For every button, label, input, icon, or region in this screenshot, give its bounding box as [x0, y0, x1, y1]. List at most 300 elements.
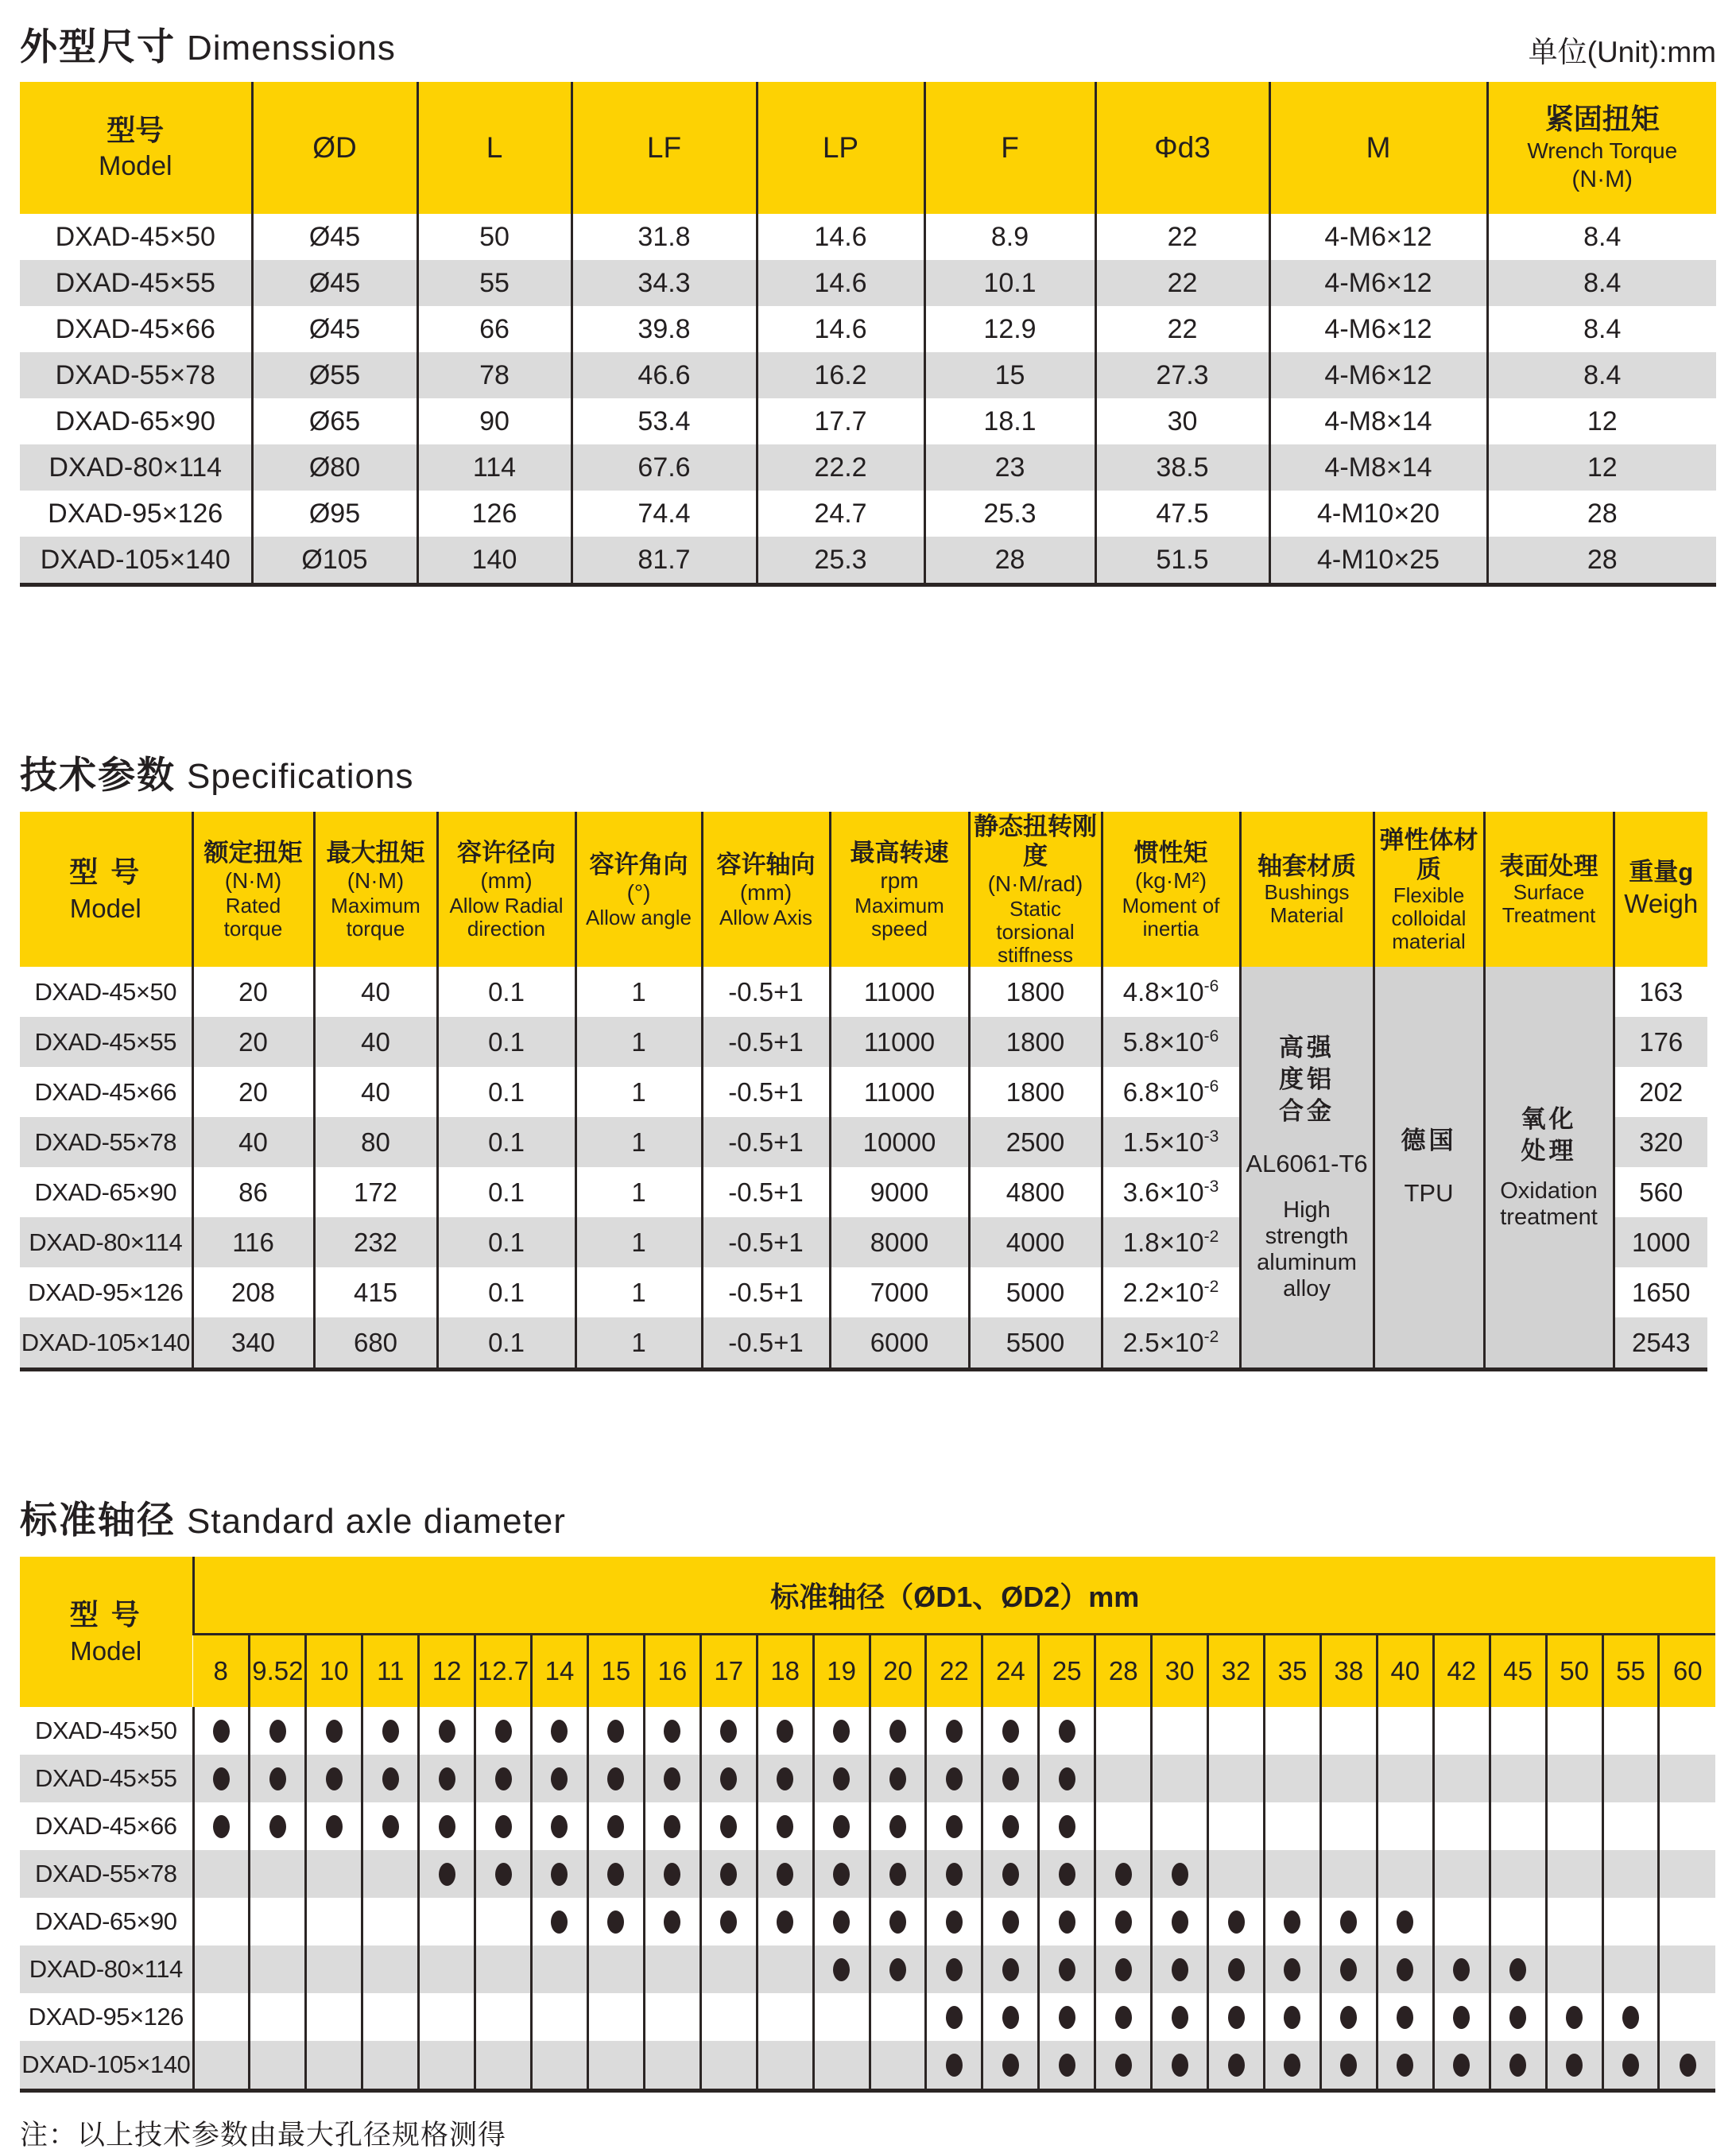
availability-dot — [720, 1720, 737, 1743]
diameter-availability-cell — [1039, 2041, 1095, 2091]
value-cell: 2500 — [969, 1117, 1102, 1167]
colloid-material-en: TPU — [1404, 1179, 1454, 1207]
diameter-availability-cell — [1377, 1755, 1433, 1802]
col-axis-en: Allow Axis — [719, 905, 813, 929]
value-cell: 78 — [417, 352, 572, 398]
availability-dot — [664, 1720, 680, 1743]
dimensions-section-title — [20, 17, 396, 71]
unit-label: 单位(Unit):mm — [1528, 36, 1716, 68]
axle-title-row — [20, 1491, 1716, 1544]
col-rated-zh: 额定扭矩 — [203, 839, 303, 867]
diameter-availability-cell — [757, 1755, 813, 1802]
availability-dot — [1059, 1958, 1075, 1981]
availability-dot — [607, 1863, 624, 1886]
value-cell: 1 — [575, 1317, 702, 1370]
col-model-en: Model — [70, 1635, 142, 1666]
model-cell: DXAD-95×126 — [48, 498, 223, 529]
availability-dot — [777, 1863, 793, 1886]
diameter-availability-cell — [587, 1850, 644, 1898]
value-cell: 4-M6×12 — [1269, 260, 1487, 306]
header-row — [20, 812, 1707, 967]
specs-title-en: Specifications — [187, 757, 414, 796]
diameter-availability-cell — [475, 1850, 532, 1898]
availability-dot — [326, 1767, 343, 1790]
diameter-availability-cell — [982, 1755, 1039, 1802]
diameter-header: 17 — [700, 1635, 757, 1708]
surface-treatment-cell — [1484, 967, 1614, 1370]
availability-dot — [1002, 1958, 1019, 1981]
availability-dot — [607, 1767, 624, 1790]
diameter-availability-cell — [644, 2041, 700, 2091]
model-cell: DXAD-95×126 — [28, 2003, 184, 2031]
value-cell: Ø65 — [252, 398, 417, 444]
diameter-availability-cell — [644, 1945, 700, 1993]
value-cell: 8.9 — [924, 214, 1095, 260]
diameter-availability-cell — [250, 1850, 306, 1898]
col-max-zh: 最大扭矩 — [326, 839, 425, 867]
availability-dot — [551, 1767, 568, 1790]
value-cell: 8.4 — [1487, 214, 1716, 260]
bushings-material-code: AL6061-T6 — [1246, 1150, 1368, 1177]
diameter-availability-cell — [1095, 1993, 1152, 2041]
value-cell: 0.1 — [437, 1017, 575, 1067]
diameter-availability-cell — [1095, 1802, 1152, 1850]
diameter-availability-cell — [1433, 1850, 1490, 1898]
col-rated-torque — [192, 812, 314, 967]
availability-dot — [1115, 1958, 1132, 1981]
dimensions-title-row — [20, 17, 1716, 71]
availability-dot — [213, 1767, 230, 1790]
weight-cell: 1000 — [1614, 1217, 1707, 1267]
value-cell: 80 — [314, 1117, 437, 1167]
diameter-availability-cell — [1659, 1850, 1715, 1898]
availability-dot — [777, 1767, 793, 1790]
col-allow-angle — [575, 812, 702, 967]
diameter-availability-cell — [700, 2041, 757, 2091]
diameter-availability-cell — [1377, 1802, 1433, 1850]
diameter-header: 55 — [1602, 1635, 1659, 1708]
value-cell: 1 — [575, 967, 702, 1017]
availability-dot — [720, 1767, 737, 1790]
availability-dot — [1284, 1958, 1300, 1981]
availability-dot — [777, 1911, 793, 1934]
diameter-availability-cell — [1152, 1993, 1208, 2041]
availability-dot — [495, 1863, 512, 1886]
axle-title-en: Standard axle diameter — [187, 1502, 566, 1541]
availability-dot — [607, 1911, 624, 1934]
diameter-availability-cell — [1320, 1755, 1377, 1802]
bushings-material-zh-line: 度铝 — [1279, 1065, 1335, 1093]
diameter-availability-cell — [1095, 1707, 1152, 1755]
value-cell: Ø45 — [252, 306, 417, 352]
table-row — [20, 491, 1716, 537]
diameter-availability-cell — [1265, 1993, 1321, 2041]
diameter-availability-cell — [1152, 1707, 1208, 1755]
table-row — [20, 260, 1716, 306]
availability-dot — [946, 1911, 963, 1934]
diameter-availability-cell — [757, 1898, 813, 1945]
diameter-availability-cell — [813, 1993, 870, 2041]
diameter-availability-cell — [475, 1898, 532, 1945]
diameter-availability-cell — [1659, 1707, 1715, 1755]
diameter-availability-cell — [1377, 1945, 1433, 1993]
header-row-diameters — [20, 1635, 1715, 1708]
diameter-availability-cell — [1208, 1993, 1265, 2041]
value-cell: -0.5+1 — [702, 1167, 830, 1217]
diameter-availability-cell — [419, 2041, 475, 2091]
diameter-availability-cell — [757, 1945, 813, 1993]
value-cell: 4800 — [969, 1167, 1102, 1217]
diameter-header: 16 — [644, 1635, 700, 1708]
diameter-availability-cell — [1546, 1945, 1602, 1993]
diameter-availability-cell — [700, 1993, 757, 2041]
value-cell: 40 — [192, 1117, 314, 1167]
diameter-availability-cell — [700, 1802, 757, 1850]
diameter-availability-cell — [644, 1993, 700, 2041]
diameter-header: 14 — [532, 1635, 588, 1708]
diameter-availability-cell — [926, 1707, 982, 1755]
diameter-availability-cell — [1433, 1993, 1490, 2041]
diameter-header: 22 — [926, 1635, 982, 1708]
diameter-availability-cell — [1320, 1802, 1377, 1850]
availability-dot — [1340, 2006, 1357, 2029]
axle-table-body — [20, 1707, 1715, 2091]
availability-dot — [495, 1767, 512, 1790]
diameter-availability-cell — [1377, 1850, 1433, 1898]
col-speed-unit: rpm — [880, 868, 919, 893]
value-cell: 208 — [192, 1267, 314, 1317]
model-cell: DXAD-65×90 — [34, 1907, 177, 1935]
diameter-header: 12.7 — [475, 1635, 532, 1708]
value-cell: 86 — [192, 1167, 314, 1217]
table-row — [20, 214, 1716, 260]
availability-dot — [1172, 1863, 1188, 1886]
availability-dot — [720, 1911, 737, 1934]
diameter-availability-cell — [1265, 1755, 1321, 1802]
diameter-availability-cell — [1095, 2041, 1152, 2091]
value-cell: 25.3 — [757, 537, 924, 585]
col-weight — [1614, 812, 1707, 967]
diameter-header: 15 — [587, 1635, 644, 1708]
diameter-availability-cell — [1490, 1850, 1546, 1898]
value-cell: -0.5+1 — [702, 1117, 830, 1167]
availability-dot — [1453, 2006, 1470, 2029]
value-cell: 39.8 — [572, 306, 757, 352]
value-cell: 4-M10×25 — [1269, 537, 1487, 585]
diameter-availability-cell — [1152, 1898, 1208, 1945]
availability-dot — [664, 1815, 680, 1838]
diameter-availability-cell — [1039, 1850, 1095, 1898]
col-stiffness — [969, 812, 1102, 967]
value-cell: 11000 — [830, 967, 969, 1017]
col-max-en: Maximum torque — [331, 894, 420, 941]
availability-dot — [551, 1720, 568, 1743]
value-cell: 12.9 — [924, 306, 1095, 352]
diameter-availability-cell — [419, 1945, 475, 1993]
col-d3: Φd3 — [1095, 82, 1269, 214]
bushings-material-zh-line: 高强 — [1279, 1034, 1335, 1061]
table-row — [20, 1755, 1715, 1802]
diameter-availability-cell — [475, 2041, 532, 2091]
diameter-header: 25 — [1039, 1635, 1095, 1708]
availability-dot — [1002, 2054, 1019, 2077]
weight-cell: 176 — [1614, 1017, 1707, 1067]
diameter-header: 20 — [870, 1635, 926, 1708]
diameter-availability-cell — [1490, 1945, 1546, 1993]
diameter-availability-cell — [306, 2041, 362, 2091]
diameter-availability-cell — [757, 2041, 813, 2091]
axle-table-header — [20, 1557, 1715, 1707]
col-surface-zh: 表面处理 — [1499, 852, 1598, 880]
diameter-availability-cell — [250, 1802, 306, 1850]
value-cell: 4-M6×12 — [1269, 306, 1487, 352]
diameter-availability-cell — [813, 1755, 870, 1802]
availability-dot — [1002, 1767, 1019, 1790]
diameter-availability-cell — [587, 1945, 644, 1993]
diameter-availability-cell — [475, 1707, 532, 1755]
diameter-availability-cell — [1152, 1945, 1208, 1993]
diameter-availability-cell — [870, 1755, 926, 1802]
diameter-header: 12 — [419, 1635, 475, 1708]
model-cell: DXAD-105×140 — [20, 1317, 192, 1370]
diameter-availability-cell — [250, 2041, 306, 2091]
diameter-availability-cell — [813, 1707, 870, 1755]
value-cell: 0.1 — [437, 1067, 575, 1117]
value-cell: 22 — [1095, 214, 1269, 260]
diameter-availability-cell — [306, 1802, 362, 1850]
value-cell: 22 — [1095, 306, 1269, 352]
diameter-availability-cell — [644, 1850, 700, 1898]
value-cell: Ø45 — [252, 260, 417, 306]
value-cell: 20 — [192, 1067, 314, 1117]
availability-dot — [1397, 2054, 1413, 2077]
availability-dot — [1059, 1767, 1075, 1790]
inertia-exponent: -3 — [1203, 1177, 1219, 1196]
dimensions-table — [20, 82, 1716, 587]
diameter-availability-cell — [587, 1993, 644, 2041]
diameter-availability-cell — [1320, 1993, 1377, 2041]
availability-dot — [833, 1958, 850, 1981]
diameter-availability-cell — [1265, 1945, 1321, 1993]
specifications-table-header — [20, 812, 1707, 967]
value-cell: 680 — [314, 1317, 437, 1370]
diameter-availability-cell — [1152, 2041, 1208, 2091]
inertia-cell: $6.8\times 10^{-6}$ — [1102, 1067, 1240, 1117]
diameter-availability-cell — [926, 1993, 982, 2041]
availability-dot — [946, 1767, 963, 1790]
col-model-zh: 型 号 — [69, 1597, 142, 1631]
diameter-header: 10 — [306, 1635, 362, 1708]
diameter-availability-cell — [1265, 1850, 1321, 1898]
value-cell: 8000 — [830, 1217, 969, 1267]
availability-dot — [833, 1815, 850, 1838]
availability-dot — [1340, 2054, 1357, 2077]
col-stiff-zh: 静态扭转刚度 — [974, 813, 1097, 870]
diameter-availability-cell — [1490, 1993, 1546, 2041]
value-cell: 0.1 — [437, 1317, 575, 1370]
table-row — [20, 1945, 1715, 1993]
col-bushings — [1240, 812, 1374, 967]
diameter-availability-cell — [1095, 1850, 1152, 1898]
col-f: F — [924, 82, 1095, 214]
availability-dot — [946, 1815, 963, 1838]
diameter-availability-cell — [1659, 1945, 1715, 1993]
diameter-availability-cell — [813, 1945, 870, 1993]
value-cell: 17.7 — [757, 398, 924, 444]
value-cell: 40 — [314, 967, 437, 1017]
col-model-en: Model — [69, 893, 141, 923]
diameter-header: 38 — [1320, 1635, 1377, 1708]
value-cell: 22.2 — [757, 444, 924, 491]
value-cell: 140 — [417, 537, 572, 585]
col-inertia-unit: (kg·M²) — [1134, 868, 1207, 893]
diameter-availability-cell — [306, 1707, 362, 1755]
availability-dot — [607, 1720, 624, 1743]
value-cell: 4-M8×14 — [1269, 444, 1487, 491]
availability-dot — [1453, 2054, 1470, 2077]
diameter-availability-cell — [362, 1755, 419, 1802]
model-cell: DXAD-65×90 — [55, 405, 215, 436]
availability-dot — [1397, 1958, 1413, 1981]
dimensions-table-header — [20, 82, 1716, 214]
availability-dot — [1228, 2006, 1245, 2029]
dimensions-title-en: Dimenssions — [187, 29, 396, 68]
diameter-availability-cell — [1039, 1945, 1095, 1993]
table-row — [20, 1850, 1715, 1898]
value-cell: 25.3 — [924, 491, 1095, 537]
col-model — [20, 812, 192, 967]
diameter-availability-cell — [1602, 2041, 1659, 2091]
diameter-availability-cell — [1490, 1898, 1546, 1945]
diameter-availability-cell — [1546, 1707, 1602, 1755]
value-cell: 18.1 — [924, 398, 1095, 444]
diameter-availability-cell — [1039, 1898, 1095, 1945]
value-cell: 1 — [575, 1267, 702, 1317]
diameter-availability-cell — [193, 1850, 250, 1898]
model-cell: DXAD-45×66 — [34, 1812, 177, 1840]
availability-dot — [1172, 1911, 1188, 1934]
diameter-availability-cell — [1320, 1707, 1377, 1755]
col-max-torque — [314, 812, 437, 967]
value-cell: 126 — [417, 491, 572, 537]
value-cell: 340 — [192, 1317, 314, 1370]
diameter-header: 40 — [1377, 1635, 1433, 1708]
availability-dot — [326, 1720, 343, 1743]
diameter-availability-cell — [306, 1850, 362, 1898]
availability-dot — [946, 1958, 963, 1981]
col-m: M — [1269, 82, 1487, 214]
diameter-availability-cell — [1602, 1945, 1659, 1993]
value-cell: -0.5+1 — [702, 1317, 830, 1370]
diameter-availability-cell — [1433, 1802, 1490, 1850]
table-row — [20, 1993, 1715, 2041]
weight-cell: 202 — [1614, 1067, 1707, 1117]
diameter-availability-cell — [1546, 1898, 1602, 1945]
inertia-exponent: -6 — [1203, 1076, 1219, 1096]
diameter-availability-cell — [870, 1850, 926, 1898]
col-angle-zh: 容许角向 — [589, 850, 688, 879]
availability-dot — [946, 1720, 963, 1743]
diameter-availability-cell — [362, 1802, 419, 1850]
diameter-availability-cell — [700, 1850, 757, 1898]
diameter-availability-cell — [193, 1707, 250, 1755]
col-colloid — [1374, 812, 1484, 967]
table-row — [20, 967, 1707, 1017]
diameter-availability-cell — [1095, 1945, 1152, 1993]
col-model-zh: 型 号 — [69, 855, 142, 888]
bushings-material-zh — [1242, 1032, 1373, 1127]
availability-dot — [382, 1815, 399, 1838]
diameter-availability-cell — [926, 1945, 982, 1993]
value-cell: 1 — [575, 1117, 702, 1167]
diameter-availability-cell — [362, 1945, 419, 1993]
axle-table — [20, 1557, 1715, 2093]
diameter-availability-cell — [419, 1993, 475, 2041]
col-rated-en: Rated torque — [223, 894, 283, 941]
diameter-availability-cell — [475, 1802, 532, 1850]
diameter-availability-cell — [1546, 1993, 1602, 2041]
availability-dot — [777, 1720, 793, 1743]
diameter-availability-cell — [1433, 2041, 1490, 2091]
axle-span-header: 标准轴径（ØD1、ØD2）mm — [193, 1557, 1715, 1635]
diameter-availability-cell — [982, 1945, 1039, 1993]
diameter-availability-cell — [813, 1850, 870, 1898]
model-cell: DXAD-55×78 — [20, 1117, 192, 1167]
col-speed-zh: 最高转速 — [850, 839, 949, 867]
value-cell: -0.5+1 — [702, 1017, 830, 1067]
diameter-availability-cell — [1433, 1945, 1490, 1993]
value-cell: -0.5+1 — [702, 967, 830, 1017]
availability-dot — [1059, 1911, 1075, 1934]
availability-dot — [1115, 2054, 1132, 2077]
value-cell: 4-M8×14 — [1269, 398, 1487, 444]
value-cell: 5000 — [969, 1267, 1102, 1317]
value-cell: 1 — [575, 1217, 702, 1267]
availability-dot — [495, 1720, 512, 1743]
diameter-availability-cell — [1320, 2041, 1377, 2091]
diameter-availability-cell — [813, 1802, 870, 1850]
diameter-header: 50 — [1546, 1635, 1602, 1708]
diameter-availability-cell — [757, 1707, 813, 1755]
diameter-availability-cell — [700, 1898, 757, 1945]
model-cell: DXAD-45×50 — [55, 221, 215, 252]
weight-cell: 560 — [1614, 1167, 1707, 1217]
diameter-availability-cell — [587, 1802, 644, 1850]
col-surface — [1484, 812, 1614, 967]
value-cell: 51.5 — [1095, 537, 1269, 585]
value-cell: 4-M6×12 — [1269, 214, 1487, 260]
availability-dot — [607, 1815, 624, 1838]
diameter-availability-cell — [982, 1898, 1039, 1945]
diameter-availability-cell — [1265, 1707, 1321, 1755]
col-stiff-en: Static torsional stiffness — [996, 897, 1075, 967]
availability-dot — [1509, 2054, 1526, 2077]
availability-dot — [1340, 1958, 1357, 1981]
diameter-availability-cell — [926, 2041, 982, 2091]
diameter-availability-cell — [419, 1850, 475, 1898]
availability-dot — [213, 1815, 230, 1838]
value-cell: Ø80 — [252, 444, 417, 491]
col-bushing-en: Bushings Material — [1264, 880, 1350, 927]
diameter-availability-cell — [1433, 1755, 1490, 1802]
value-cell: 16.2 — [757, 352, 924, 398]
diameter-availability-cell — [250, 1707, 306, 1755]
availability-dot — [1059, 1815, 1075, 1838]
availability-dot — [1284, 2006, 1300, 2029]
value-cell: 116 — [192, 1217, 314, 1267]
availability-dot — [439, 1720, 455, 1743]
diameter-availability-cell — [1490, 1755, 1546, 1802]
